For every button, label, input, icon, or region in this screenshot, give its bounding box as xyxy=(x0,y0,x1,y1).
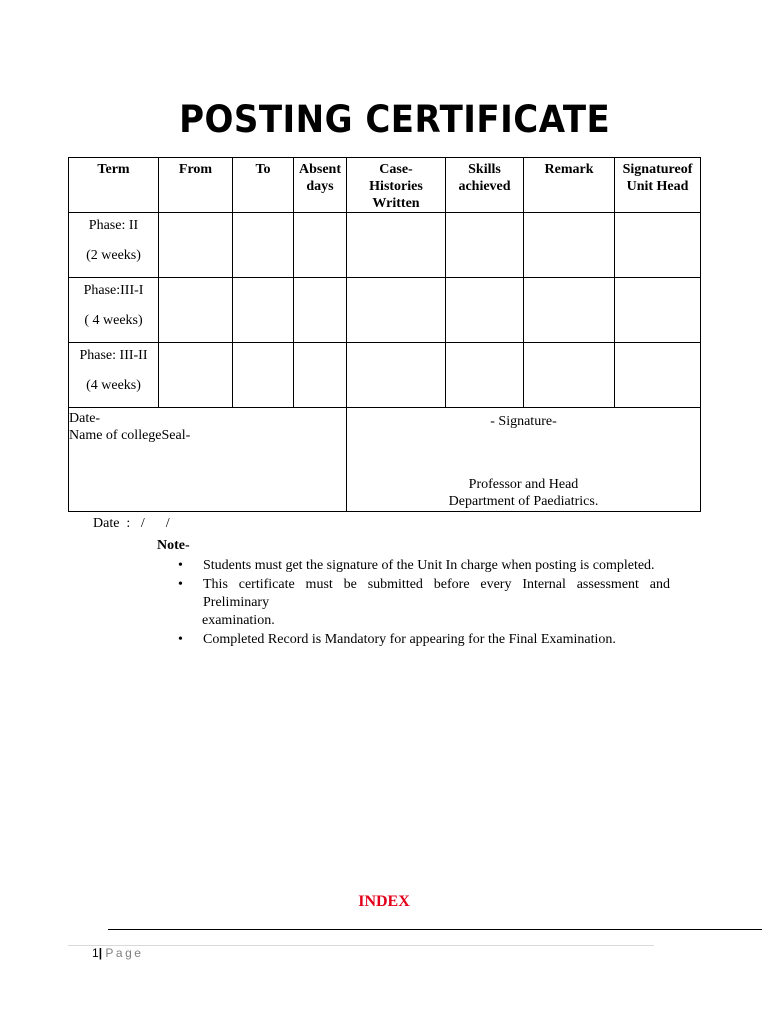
header-case-histories-written: Case- Histories Written xyxy=(347,158,446,213)
phase-cell xyxy=(69,343,159,408)
absent-days-cell xyxy=(294,213,347,278)
footer-divider xyxy=(68,945,654,946)
header-from: From xyxy=(159,158,233,213)
phase-duration: (4 weeks) xyxy=(86,378,141,393)
to-cell xyxy=(233,213,294,278)
college-seal-label: Name of collegeSeal- xyxy=(69,428,191,443)
index-heading: INDEX xyxy=(358,893,410,910)
page-number: 1 xyxy=(92,946,99,960)
bullet-icon: • xyxy=(178,558,183,573)
note-label: Note- xyxy=(157,538,190,553)
header-remark: Remark xyxy=(524,158,615,213)
remark-cell xyxy=(524,278,615,343)
table-row xyxy=(69,213,701,278)
skills-cell xyxy=(446,213,524,278)
signature-label: - Signature- xyxy=(490,414,557,429)
skills-cell xyxy=(446,343,524,408)
signature-cell xyxy=(615,213,701,278)
from-cell xyxy=(159,278,233,343)
to-cell xyxy=(233,278,294,343)
header-skills-achieved: Skills achieved xyxy=(446,158,524,213)
phase-name: Phase: II xyxy=(88,218,139,233)
from-cell xyxy=(159,343,233,408)
header-absent-days: Absent days xyxy=(294,158,347,213)
note-list xyxy=(178,557,670,650)
posting-certificate-table xyxy=(68,157,701,512)
table-row xyxy=(69,278,701,343)
remark-cell xyxy=(524,343,615,408)
designation-text: Professor and Head xyxy=(468,477,579,492)
table-header-row xyxy=(69,158,701,213)
to-cell xyxy=(233,343,294,408)
signature-cell xyxy=(615,343,701,408)
note-text: Completed Record is Mandatory for appearing for the Final Examination. xyxy=(203,632,616,647)
case-histories-cell xyxy=(347,278,446,343)
list-item xyxy=(178,631,670,649)
date-line: Date : / / xyxy=(93,516,170,531)
phase-duration: (2 weeks) xyxy=(86,248,141,263)
phase-name: Phase: III-II xyxy=(79,348,148,363)
phase-duration: ( 4 weeks) xyxy=(84,313,143,328)
note-text: Students must get the signature of the Unit In charge when posting is completed. xyxy=(203,558,655,573)
note-text: This certificate must be submitted before every Internal assessment and Preliminary xyxy=(203,577,670,610)
phase-cell xyxy=(69,213,159,278)
page-word: Page xyxy=(105,946,144,960)
phase-cell xyxy=(69,278,159,343)
table-row xyxy=(69,343,701,408)
bullet-icon: • xyxy=(178,577,183,592)
professor-designation xyxy=(347,476,700,510)
signature-cell xyxy=(615,278,701,343)
absent-days-cell xyxy=(294,278,347,343)
divider xyxy=(108,929,762,930)
document-title: POSTING CERTIFICATE xyxy=(179,98,611,141)
case-histories-cell xyxy=(347,343,446,408)
phase-name: Phase:III-I xyxy=(83,283,144,298)
department-text: Department of Paediatrics. xyxy=(448,494,599,509)
date-label: Date- xyxy=(69,411,101,426)
skills-cell xyxy=(446,278,524,343)
note-continuation: examination. xyxy=(202,613,275,628)
date-college-seal-cell xyxy=(69,408,347,512)
header-to: To xyxy=(233,158,294,213)
absent-days-cell xyxy=(294,343,347,408)
list-item xyxy=(178,576,670,630)
remark-cell xyxy=(524,213,615,278)
page-separator: | xyxy=(98,946,103,960)
case-histories-cell xyxy=(347,213,446,278)
page-footer xyxy=(92,946,143,960)
list-item xyxy=(178,557,670,575)
bullet-icon: • xyxy=(178,632,183,647)
header-term: Term xyxy=(69,158,159,213)
table-footer-row xyxy=(69,408,701,512)
header-signature-unit-head: Signatureof Unit Head xyxy=(615,158,701,213)
signature-block-cell xyxy=(347,408,701,512)
from-cell xyxy=(159,213,233,278)
